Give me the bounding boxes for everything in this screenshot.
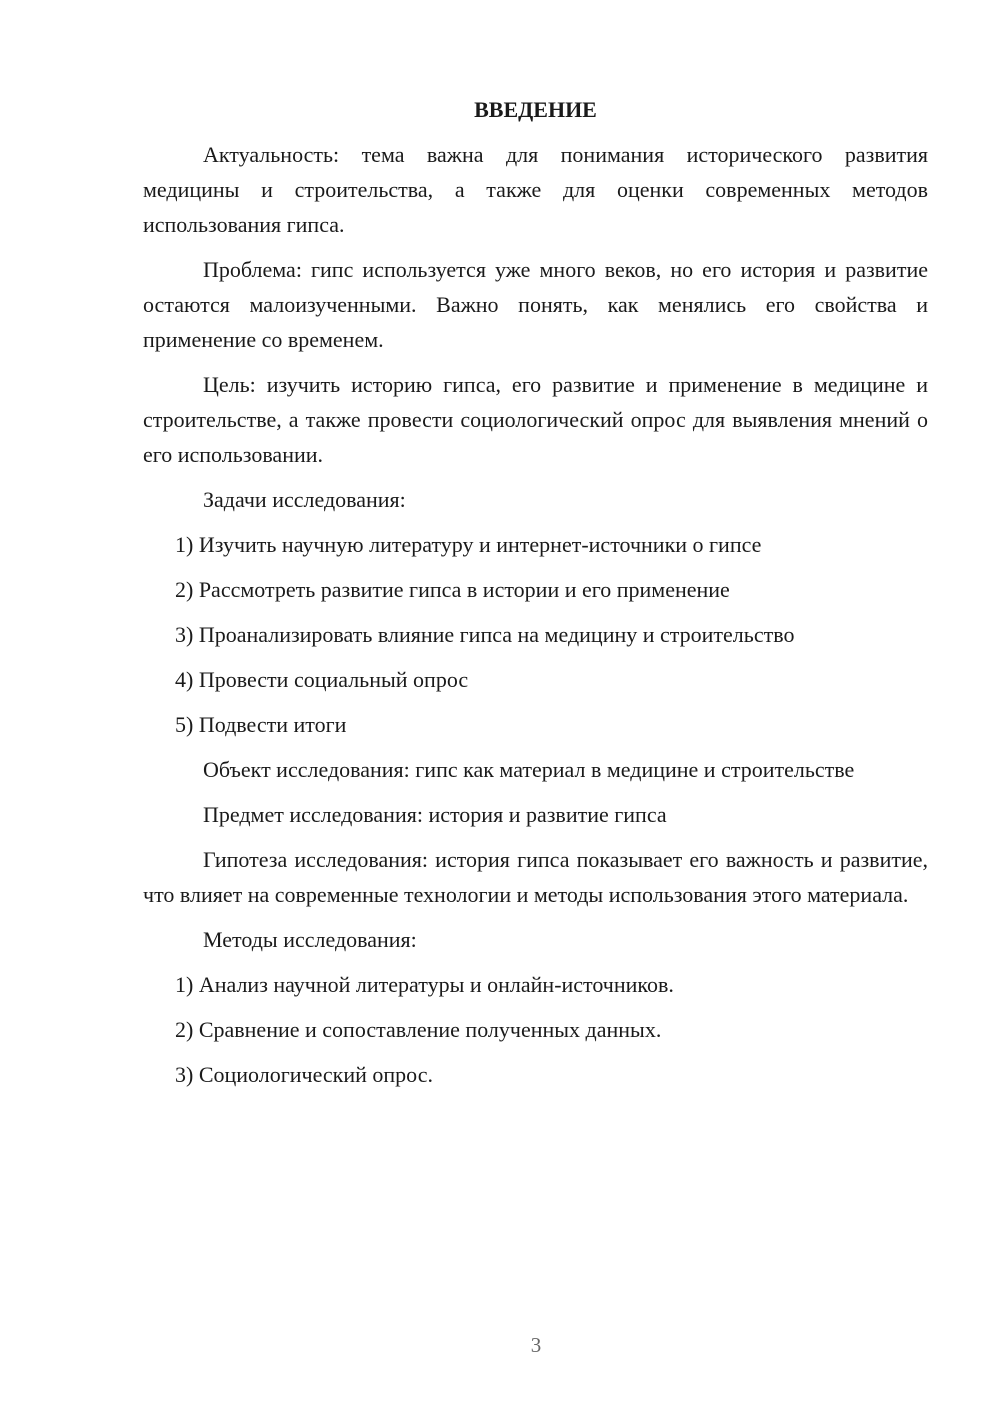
method-item: 2) Сравнение и сопоставление полученных данных. bbox=[175, 1017, 662, 1042]
method-item: 1) Анализ научной литературы и онлайн-источников. bbox=[175, 972, 674, 997]
document-page bbox=[143, 95, 928, 1102]
page-title: ВВЕДЕНИЕ bbox=[474, 97, 597, 122]
task-item: 3) Проанализировать влияние гипса на медицину и строительство bbox=[175, 622, 795, 647]
task-item: 2) Рассмотреть развитие гипса в истории и его применение bbox=[175, 577, 730, 602]
relevance-paragraph: Актуальность: тема важна для понимания исторического развития медицины и строительства, а также для оценки современных методов использования гипса. bbox=[143, 142, 928, 237]
goal-paragraph: Цель: изучить историю гипса, его развитие и применение в медицине и строительстве, а также провести социологический опрос для выявления мнений о его использовании. bbox=[143, 372, 928, 467]
hypothesis-paragraph: Гипотеза исследования: история гипса показывает его важность и развитие, что влияет на современные технологии и методы использования этого материала. bbox=[143, 847, 928, 907]
subject-paragraph: Предмет исследования: история и развитие гипса bbox=[203, 802, 667, 827]
methods-heading: Методы исследования: bbox=[203, 927, 417, 952]
task-item: 1) Изучить научную литературу и интернет-источники о гипсе bbox=[175, 532, 762, 557]
task-item: 5) Подвести итоги bbox=[175, 712, 347, 737]
method-item: 3) Социологический опрос. bbox=[175, 1062, 433, 1087]
page-number: 3 bbox=[530, 1333, 542, 1357]
object-paragraph: Объект исследования: гипс как материал в медицине и строительстве bbox=[203, 757, 855, 782]
problem-paragraph: Проблема: гипс используется уже много веков, но его история и развитие остаются малоизученными. Важно понять, как менялись его свойства и применение со временем. bbox=[143, 257, 928, 352]
tasks-heading: Задачи исследования: bbox=[203, 487, 406, 512]
task-item: 4) Провести социальный опрос bbox=[175, 667, 469, 692]
